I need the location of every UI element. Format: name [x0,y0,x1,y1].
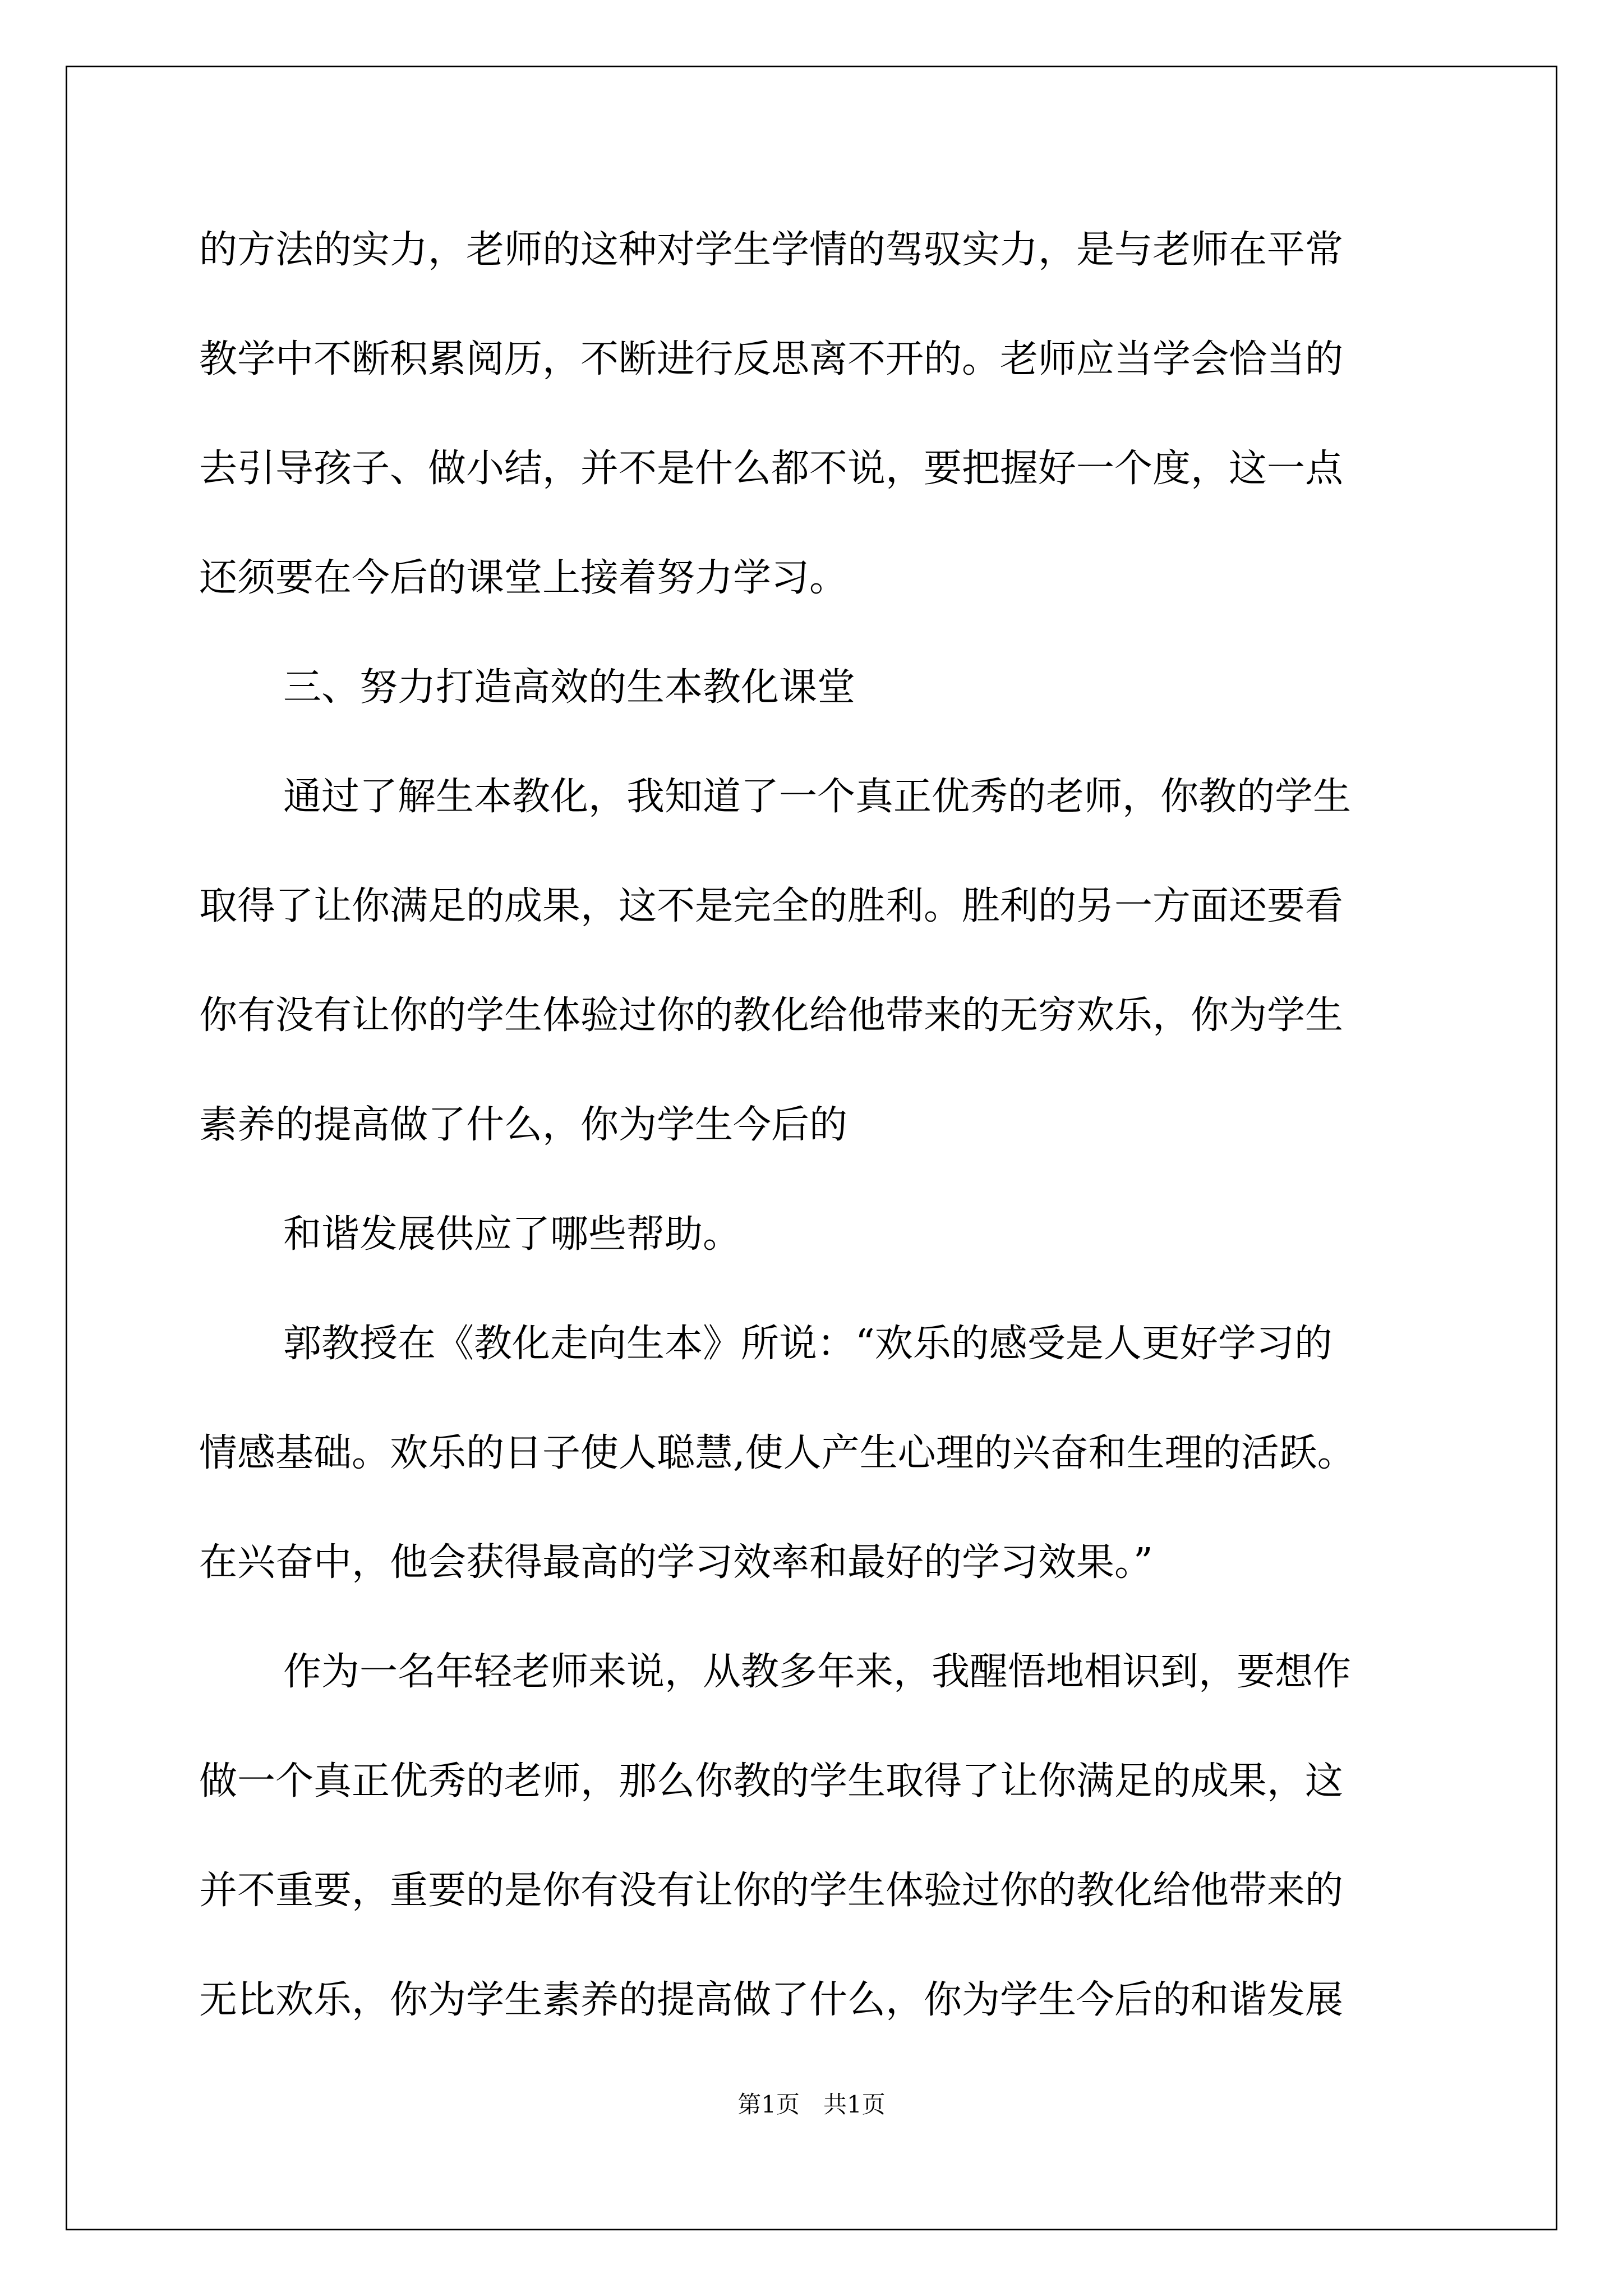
body-text-line: 在兴奋中，他会获得最高的学习效率和最好的学习效果。” [199,1540,1153,1585]
body-text-line: 无比欢乐，你为学生素养的提高做了什么，你为学生今后的和谐发展 [199,1978,1344,2022]
body-text-line: 郭教授在《教化走向生本》所说：“欢乐的感受是人更好学习的 [283,1322,1332,1366]
body-text-line: 取得了让你满足的成果，这不是完全的胜利。胜利的另一方面还要看 [199,884,1344,928]
body-text-line: 和谐发展供应了哪些帮助。 [283,1212,741,1257]
body-text-line: 并不重要，重要的是你有没有让你的学生体验过你的教化给他带来的 [199,1869,1344,1913]
body-text-line: 素养的提高做了什么，你为学生今后的 [199,1103,848,1147]
body-text-line: 通过了解生本教化，我知道了一个真正优秀的老师，你教的学生 [283,775,1352,819]
body-text-line: 还须要在今后的课堂上接着努力学习。 [199,556,848,600]
body-text-line: 去引导孩子、做小结，并不是什么都不说，要把握好一个度，这一点 [199,447,1344,491]
body-text-line: 情感基础。欢乐的日子使人聪慧,使人产生心理的兴奋和生理的活跃。 [199,1431,1355,1475]
body-text-line: 教学中不断积累阅历，不断进行反思离不开的。老师应当学会恰当的 [199,337,1344,381]
body-text-line: 作为一名年轻老师来说，从教多年来，我醒悟地相识到，要想作 [283,1650,1352,1694]
page-number-footer: 第1页 共1页 [737,2091,886,2118]
body-text-line: 的方法的实力，老师的这种对学生学情的驾驭实力，是与老师在平常 [199,228,1344,272]
section-heading: 三、努力打造高效的生本教化课堂 [283,665,856,710]
body-text-line: 你有没有让你的学生体验过你的教化给他带来的无穷欢乐，你为学生 [199,993,1344,1038]
body-text-line: 做一个真正优秀的老师，那么你教的学生取得了让你满足的成果，这 [199,1759,1344,1803]
